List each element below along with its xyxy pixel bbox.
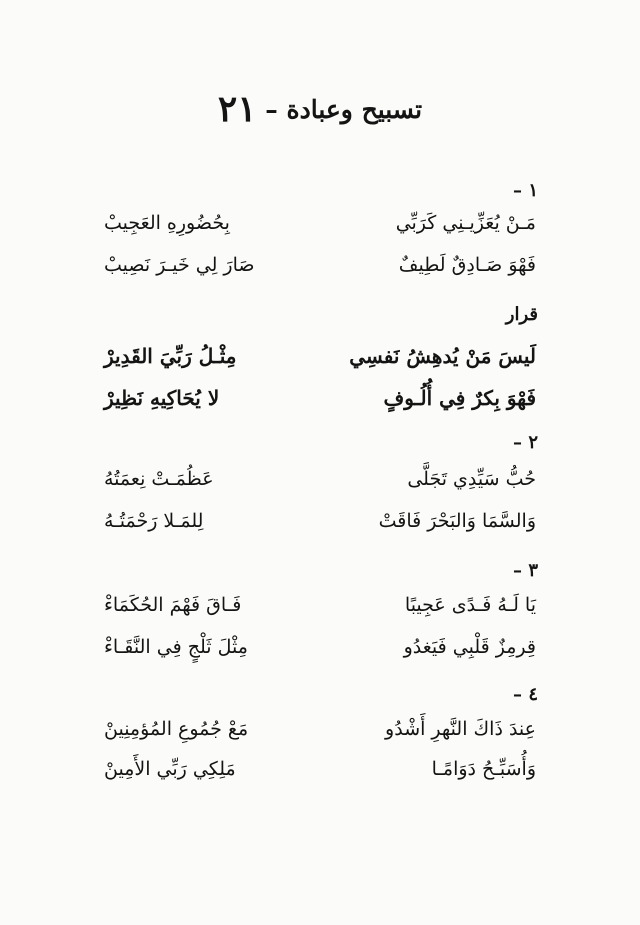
verse-second-hemistich: فَـاقَ فَهْمَ الحُكَمَاءْ	[104, 594, 242, 616]
verse-second-hemistich: بِحُضُورِهِ العَجِيبْ	[104, 212, 230, 234]
verse-first-hemistich: وَأُسَبِّـحُ دَوَامًـا	[431, 758, 536, 780]
verse-line	[104, 594, 536, 628]
verse-first-hemistich: قِرمِزٌ قَلْبِي فَيَغدُو	[403, 636, 536, 658]
verse-second-hemistich: صَارَ لِي خَيـرَ نَصِيبْ	[104, 254, 255, 276]
verse-second-hemistich: مَعْ جُمُوعِ المُؤمِنِينْ	[104, 718, 249, 740]
verse-line	[104, 636, 536, 670]
verse-first-hemistich: يَا لَـهُ فَـدًى عَجِيبًا	[404, 594, 536, 616]
verse-line	[104, 344, 536, 378]
verse-first-hemistich: فَهْوَ بِكرٌ فِي أُلُـوفٍ	[383, 386, 536, 410]
verse-line	[104, 386, 536, 420]
verse-line	[104, 212, 536, 246]
verse-second-hemistich: مَلِكِي رَبِّي الأَمِينْ	[104, 758, 236, 780]
verse-first-hemistich: عِندَ ذَاكَ النَّهرِ أَشْدُو	[385, 718, 536, 740]
verse-second-hemistich: عَظُمَـتْ نِعمَتُهُ	[104, 468, 214, 490]
verse-first-hemistich: مَـنْ يُعَزِّيـنِي كَرَبِّي	[395, 212, 536, 234]
verse-first-hemistich: لَيسَ مَنْ يُدهِشُ نَفسِي	[349, 344, 536, 368]
verse-line	[104, 718, 536, 752]
verse-line	[104, 510, 536, 544]
title-text: تسبيح وعبادة –	[265, 95, 423, 124]
verse-first-hemistich: فَهْوَ صَـادِقٌ لَطِيفٌ	[398, 254, 536, 276]
verse-second-hemistich: لِلمَـلا رَحْمَتُـهُ	[104, 510, 204, 532]
refrain-marker: قرار	[505, 304, 538, 325]
stanza-marker: ٤ –	[513, 684, 538, 705]
verse-second-hemistich: لا يُحَاكِيهِ نَظِيرْ	[104, 386, 220, 410]
stanza-marker: ٢ –	[513, 432, 538, 453]
verse-first-hemistich: وَالسَّمَا وَالبَحْرَ فَاقَتْ	[378, 510, 536, 532]
stanza-marker: ٣ –	[513, 560, 538, 581]
page-title	[0, 88, 640, 130]
verse-first-hemistich: حُبُّ سَيِّدِي تَجَلَّى	[407, 468, 536, 490]
stanza-marker: ١ –	[513, 180, 538, 201]
hymn-number: ٢١	[217, 88, 257, 130]
verse-line	[104, 254, 536, 288]
verse-line	[104, 758, 536, 792]
verse-second-hemistich: مِثْلَ ثَلْجٍ فِي النَّقَـاءْ	[104, 636, 248, 658]
verse-second-hemistich: مِثْـلُ رَبِّيَ القَدِيرْ	[104, 344, 237, 368]
verse-line	[104, 468, 536, 502]
